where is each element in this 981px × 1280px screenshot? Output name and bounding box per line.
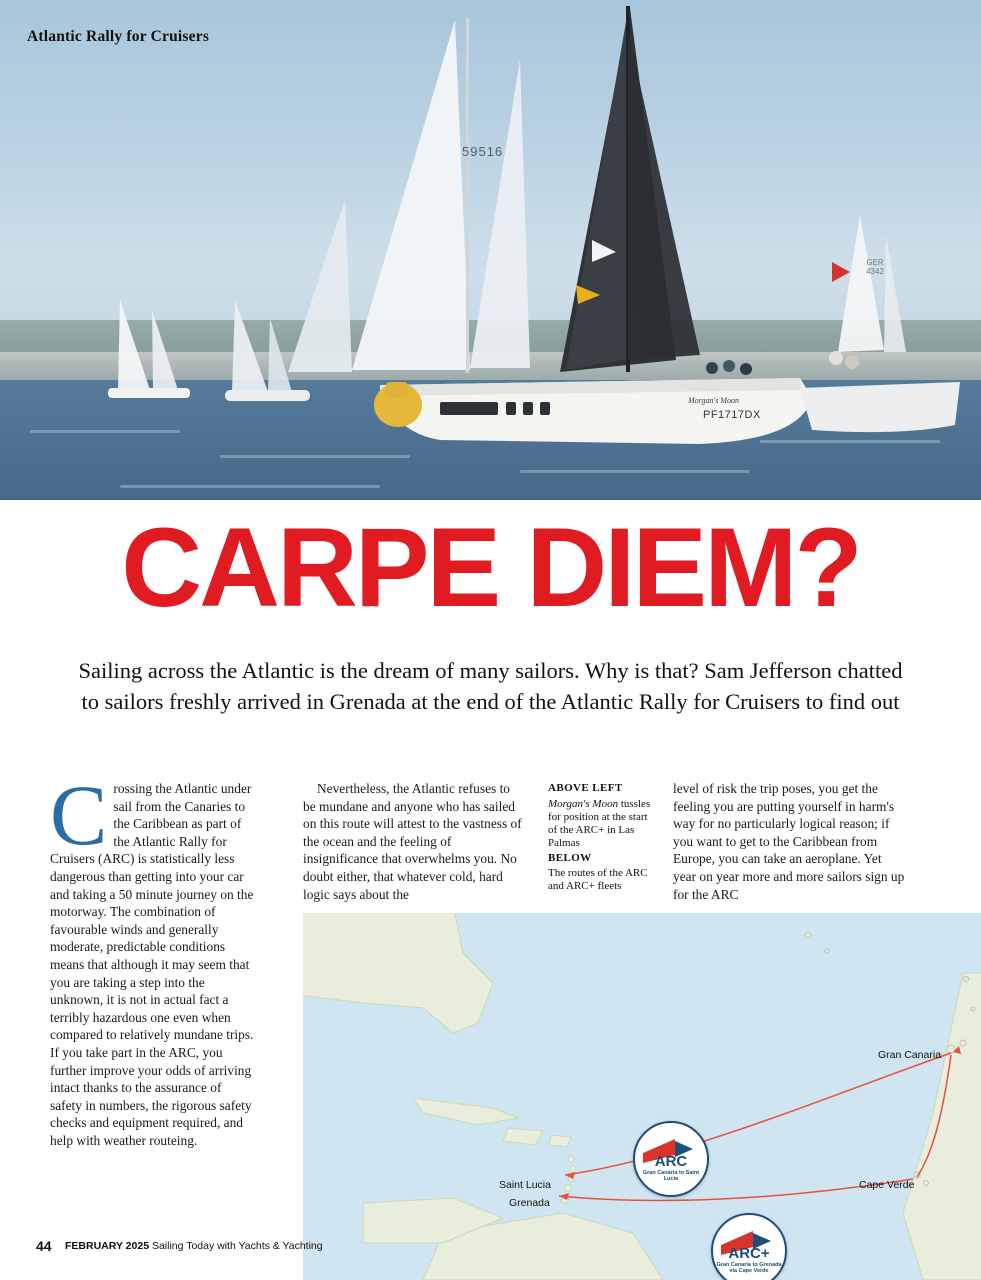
caption-rest-above-left: tussles for position at the start of the ARC+ in Las Palmas [548,797,651,849]
footer-issue: FEBRUARY 2025 [65,1240,150,1252]
sail-number-1: GER 4342 [866,258,884,276]
map-label-grenada: Grenada [509,1197,550,1209]
map-label-saint-lucia: Saint Lucia [499,1179,551,1191]
caption-body-above-left [548,798,658,850]
standfirst: Sailing across the Atlantic is the dream of many sailors. Why is that? Sam Jefferson chatted to sailors freshly arrived in Grenada at the end of the Atlantic Rally for Cruisers to find out [78,658,903,714]
body-column-2 [303,780,523,903]
route-map [303,913,981,1280]
caption-body-below: The routes of the ARC and ARC+ fleets [548,867,648,893]
sail-number-0: 59516 [462,144,504,159]
body-column-3 [673,780,905,903]
page-title: CARPE DIEM? [121,505,860,630]
page-number: 44 [36,1238,52,1254]
map-label-cape-verde: Cape Verde [859,1179,915,1191]
caption-column [548,780,658,893]
body-text-4: level of risk the trip poses, you get the feeling you are putting yourself in harm's way for no particularly logical reason; if you want to get to the Caribbean from Europe, you can take an aeroplane. Yet year on year more and more sailors sign up for the ARC [673,781,905,902]
footer-credit [65,1240,323,1252]
body-text-2: Nevertheless, the Atlantic refuses to be mundane and anyone who has sailed on this route will attest to the vastness of the ocean and the feeling of insignificance that overwhelms you. No doubt either, that whatever cold, hard logic says about the [303,781,522,902]
sail-number-2: PF1717DX [703,409,761,421]
caption-italic-boat-name: Morgan's Moon [548,797,619,810]
footer-publication: Sailing Today with Yachts & Yachting [151,1240,323,1252]
map-graphics [303,913,981,1280]
drop-cap: C [50,767,108,863]
photo-fleet [0,0,981,500]
arc-plus-badge-subtitle: Gran Canaria to Grenada via Cape Verde [716,1262,782,1274]
article-kicker: Atlantic Rally for Cruisers [27,28,210,45]
arc-badge-title: ARC [654,1153,688,1170]
body-column-1 [50,767,255,1149]
arc-badge-subtitle: Gran Canaria to Saint Lucia [642,1170,700,1182]
arc-plus-badge [711,1213,787,1280]
caption-heading-below: BELOW [548,851,592,864]
caption-heading-above-left: ABOVE LEFT [548,782,623,794]
arc-badge [633,1121,709,1197]
hero-photo [0,0,981,500]
body-text-1: rossing the Atlantic under sail from the Canaries to the Caribbean as part of the Atlantic Rally for Cruisers (ARC) is statistically less dangerous than getting into your car and taking a 50 minute journey on the motorway. The combination of favourable winds and generally moderate, predictable conditions means that although it may seem that you are taking a step into the unknown, it is not in actual fact a terribly hazardous one even when compared to relatively mundane trips. If you take part in the ARC, you further improve your odds of arriving intact thanks to the assurance of safety in numbers, the rigorous safety checks and equipment required, and help with weather routeing. [50,781,254,1148]
map-label-gran-canaria: Gran Canaria [878,1049,942,1061]
arc-plus-badge-title: ARC+ [728,1245,770,1262]
boat-name: Morgan's Moon [688,396,739,405]
